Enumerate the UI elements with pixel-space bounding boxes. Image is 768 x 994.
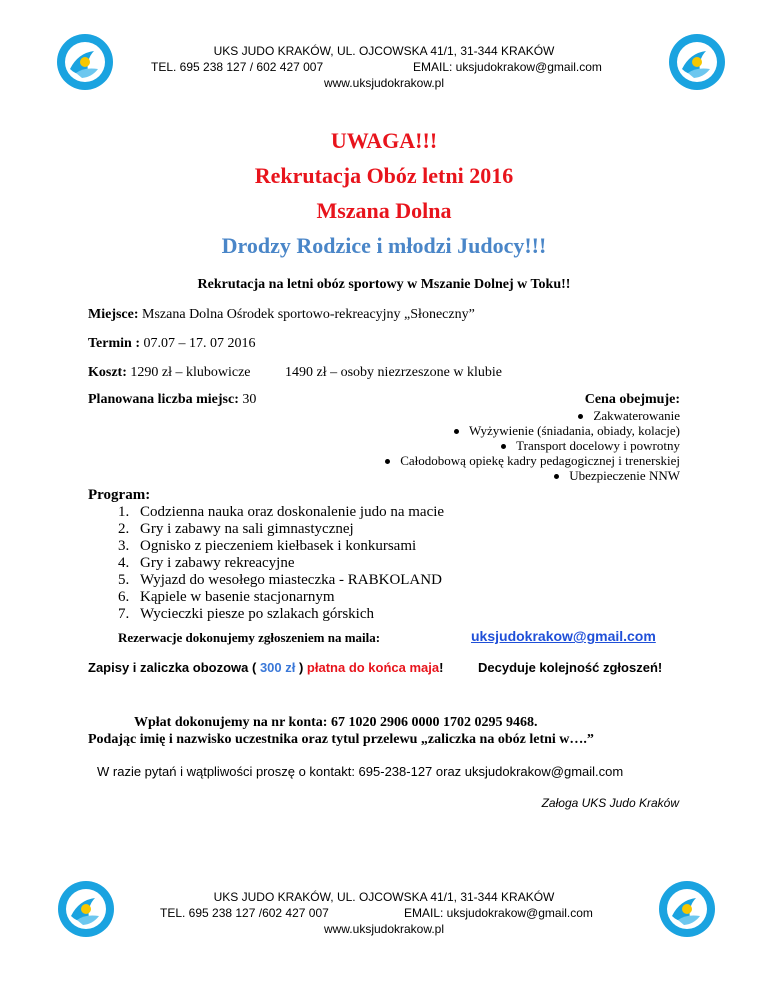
list-item: Zakwaterowanie bbox=[385, 408, 680, 423]
order-note: Decyduje kolejność zgłoszeń! bbox=[478, 660, 663, 675]
place-line bbox=[88, 307, 475, 323]
list-item: 5. Wyjazd do wesołego miasteczka - RABKOLAND bbox=[118, 572, 442, 588]
program-list bbox=[118, 504, 444, 623]
list-item: Całodobową opiekę kadry pedagogicznej i trenerskiej bbox=[385, 453, 680, 468]
cost-members: 1290 zł – klubowicze bbox=[126, 365, 251, 380]
contact-text: W razie pytań i wątpliwości proszę o kontakt: 695-238-127 oraz uksjudokrakow@gmail.com bbox=[97, 764, 624, 779]
list-item: Ubezpieczenie NNW bbox=[385, 468, 680, 483]
bullet-icon bbox=[385, 459, 390, 464]
places-label: Planowana liczba miejsc: bbox=[88, 392, 239, 407]
footer-phone: TEL. 695 238 127 /602 427 007 bbox=[160, 906, 329, 920]
deposit-amount: 300 zł bbox=[259, 660, 296, 675]
places-line bbox=[88, 392, 256, 408]
date-value: 07.07 – 17. 07 2016 bbox=[139, 336, 256, 351]
greeting-heading: Drodzy Rodzice i młodzi Judocy!!! bbox=[221, 233, 547, 258]
signature: Załoga UKS Judo Kraków bbox=[541, 796, 679, 810]
uwaga-heading: UWAGA!!! bbox=[330, 128, 438, 153]
bullet-icon bbox=[501, 444, 506, 449]
price-includes-label: Cena obejmuje: bbox=[584, 392, 680, 407]
recruitment-heading: Rekrutacja Obóz letni 2016 bbox=[254, 163, 514, 188]
cost-nonmembers: 1490 zł – osoby niezrzeszone w klubie bbox=[285, 365, 502, 380]
footer-address: UKS JUDO KRAKÓW, UL. OJCOWSKA 41/1, 31-344 KRAKÓW bbox=[213, 890, 555, 904]
bullet-icon bbox=[554, 474, 559, 479]
cost-line bbox=[88, 365, 251, 381]
footer-email: EMAIL: uksjudokrakow@gmail.com bbox=[404, 906, 593, 920]
list-item: Wyżywienie (śniadania, obiady, kolacje) bbox=[385, 423, 680, 438]
program-label: Program: bbox=[88, 487, 151, 503]
date-line bbox=[88, 336, 255, 352]
place-label: Miejsce: bbox=[88, 307, 139, 322]
list-item: 3. Ognisko z pieczeniem kiełbasek i konkursami bbox=[118, 538, 417, 554]
list-item: 2. Gry i zabawy na sali gimnastycznej bbox=[118, 521, 354, 537]
header-phone: TEL. 695 238 127 / 602 427 007 bbox=[151, 60, 324, 74]
payment-account: Wpłat dokonujemy na nr konta: 67 1020 2906 0000 1702 0295 9468. bbox=[134, 715, 538, 730]
list-item: 6. Kąpiele w basenie stacjonarnym bbox=[118, 589, 335, 605]
place-value: Mszana Dolna Ośrodek sportowo-rekreacyjny „Słoneczny” bbox=[138, 307, 475, 322]
footer-website: www.uksjudokrakow.pl bbox=[323, 922, 445, 936]
reservation-email-link[interactable]: uksjudokrakow@gmail.com bbox=[471, 628, 656, 644]
list-item: 1. Codzienna nauka oraz doskonalenie judo na macie bbox=[118, 504, 445, 520]
date-label: Termin : bbox=[88, 336, 140, 351]
list-item: Transport docelowy i powrotny bbox=[385, 438, 680, 453]
places-value: 30 bbox=[238, 392, 257, 407]
deposit-deadline: płatna do końca maja bbox=[306, 660, 440, 675]
list-item: 7. Wycieczki piesze po szlakach górskich bbox=[118, 606, 374, 622]
payment-title-note: Podając imię i nazwisko uczestnika oraz tytul przelewu „zaliczka na obóz letni w….” bbox=[88, 732, 594, 747]
bullet-icon bbox=[454, 429, 459, 434]
bullet-icon bbox=[578, 414, 583, 419]
header-email: EMAIL: uksjudokrakow@gmail.com bbox=[413, 60, 602, 74]
intro-text: Rekrutacja na letni obóz sportowy w Mszanie Dolnej w Toku!! bbox=[197, 277, 571, 292]
cost-label: Koszt: bbox=[88, 365, 127, 380]
location-heading: Mszana Dolna bbox=[316, 198, 452, 223]
deposit-line: Zapisy i zaliczka obozowa ( 300 zł ) płatna do końca maja! bbox=[88, 660, 444, 675]
list-item: 4. Gry i zabawy rekreacyjne bbox=[118, 555, 295, 571]
reservation-text: Rezerwacje dokonujemy zgłoszeniem na maila: bbox=[118, 630, 381, 645]
price-includes-list bbox=[385, 408, 680, 483]
header-address: UKS JUDO KRAKÓW, UL. OJCOWSKA 41/1, 31-344 KRAKÓW bbox=[213, 44, 555, 58]
header-website: www.uksjudokrakow.pl bbox=[323, 76, 445, 90]
